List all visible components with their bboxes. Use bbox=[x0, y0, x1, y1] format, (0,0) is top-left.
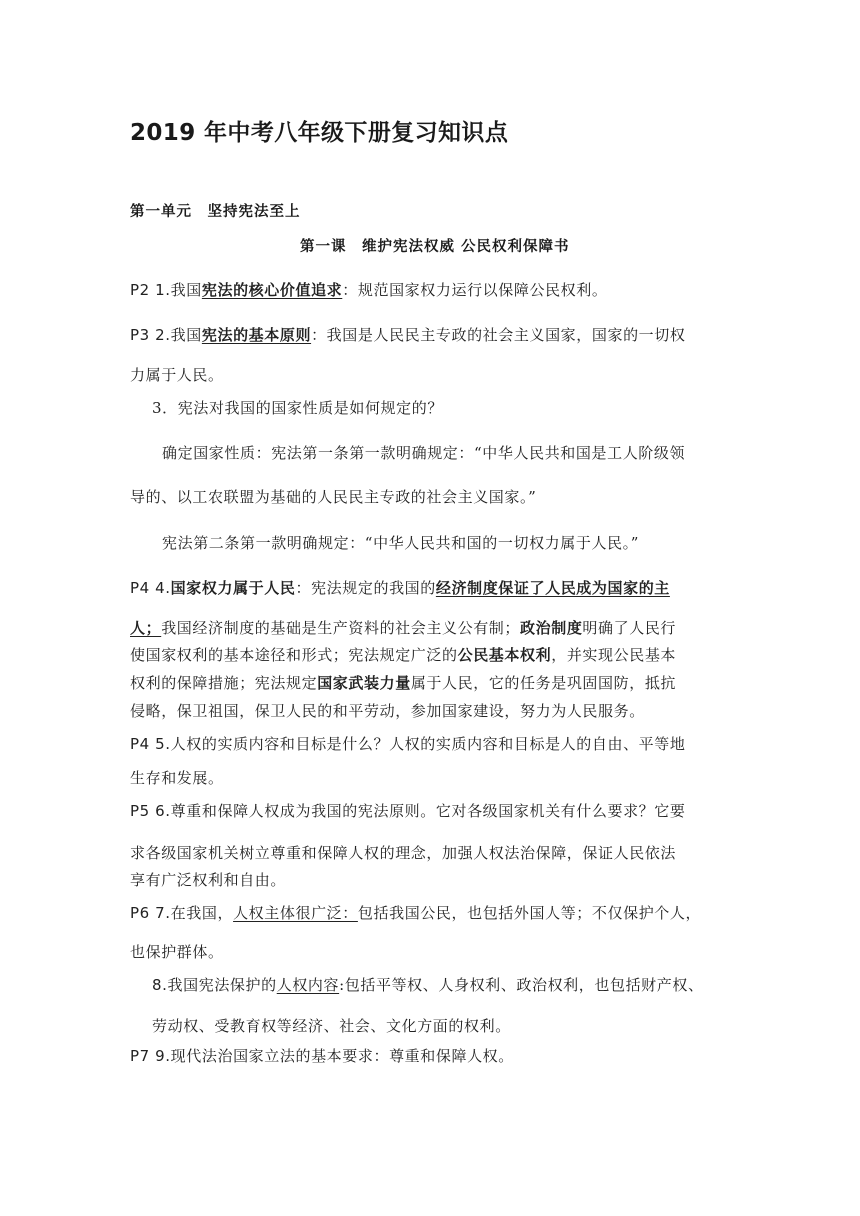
item-4-line-3: 使国家权利的基本途径和形式；宪法规定广泛的公民基本权利，并实现公民基本 bbox=[130, 646, 677, 664]
item-5: P4 5.人权的实质内容和目标是什么？人权的实质内容和目标是人的自由、平等地 bbox=[130, 735, 686, 753]
key-term: 经济制度保证了人民成为国家的主 bbox=[435, 579, 670, 597]
item-3-answer-1: 确定国家性质：宪法第一条第一款明确规定：“中华人民共和国是工人阶级领 bbox=[162, 444, 686, 462]
page-ref: P4 4. bbox=[130, 579, 171, 597]
item-6: P5 6.尊重和保障人权成为我国的宪法原则。它对各级国家机关有什么要求？它要 bbox=[130, 802, 686, 820]
item-7-line-2: 也保护群体。 bbox=[130, 943, 224, 961]
unit-heading: 第一单元 坚持宪法至上 bbox=[130, 204, 301, 220]
item-5-line-2: 生存和发展。 bbox=[130, 769, 224, 787]
key-term: 宪法的核心价值追求 bbox=[201, 281, 343, 299]
page-ref: P4 5. bbox=[130, 735, 171, 753]
item-8: 8.我国宪法保护的人权内容:包括平等权、人身权利、政治权利，也包括财产权、 bbox=[152, 976, 704, 994]
item-4-line-5: 侵略，保卫祖国，保卫人民的和平劳动，参加国家建设，努力为人民服务。 bbox=[130, 702, 645, 720]
key-term: 人权内容 bbox=[276, 976, 340, 994]
key-term: 国家武装力量 bbox=[317, 674, 411, 692]
key-term: 国家权力属于人民 bbox=[170, 579, 296, 597]
item-3-answer-2: 宪法第二条第一款明确规定：“中华人民共和国的一切权力属于人民。” bbox=[162, 534, 640, 552]
item-2-line-2: 力属于人民。 bbox=[130, 366, 224, 384]
item-3-question: 3．宪法对我国的国家性质是如何规定的？ bbox=[152, 399, 443, 417]
item-2: P3 2.我国宪法的基本原则：我国是人民民主专政的社会主义国家，国家的一切权 bbox=[130, 326, 686, 344]
item-9: P7 9.现代法治国家立法的基本要求：尊重和保障人权。 bbox=[130, 1047, 514, 1065]
page-ref: P6 7. bbox=[130, 904, 171, 922]
key-term: 公民基本权利 bbox=[457, 646, 552, 664]
page-ref: P3 2. bbox=[130, 326, 171, 344]
page-ref: P5 6. bbox=[130, 802, 171, 820]
page-ref: P7 9. bbox=[130, 1047, 171, 1065]
item-1: P2 1.我国宪法的核心价值追求：规范国家权力运行以保障公民权利。 bbox=[130, 281, 608, 299]
item-8-line-2: 劳动权、受教育权等经济、社会、文化方面的权利。 bbox=[152, 1017, 511, 1035]
item-4-line-2: 人；我国经济制度的基础是生产资料的社会主义公有制；政治制度明确了人民行 bbox=[130, 619, 677, 637]
item-4-line-4: 权利的保障措施；宪法规定国家武装力量属于人民，它的任务是巩固国防，抵抗 bbox=[130, 674, 677, 692]
item-6-line-3: 享有广泛权利和自由。 bbox=[130, 871, 287, 889]
item-3-answer-1-line-2: 导的、以工农联盟为基础的人民民主专政的社会主义国家。” bbox=[130, 488, 537, 506]
key-term: 宪法的基本原则 bbox=[201, 326, 312, 344]
key-term: 政治制度 bbox=[520, 619, 583, 637]
key-term: 人权主体很广泛： bbox=[233, 904, 358, 922]
item-7: P6 7.在我国，人权主体很广泛：包括我国公民，也包括外国人等；不仅保护个人， bbox=[130, 904, 702, 922]
page-ref: P2 1. bbox=[130, 281, 171, 299]
item-4-line-1: P4 4.国家权力属于人民：宪法规定的我国的经济制度保证了人民成为国家的主 bbox=[130, 579, 670, 597]
lesson-heading: 第一课 维护宪法权威 公民权利保障书 bbox=[300, 239, 570, 255]
document-title: 2019 年中考八年级下册复习知识点 bbox=[130, 120, 509, 146]
item-6-line-2: 求各级国家机关树立尊重和保障人权的理念，加强人权法治保障，保证人民依法 bbox=[130, 844, 677, 862]
